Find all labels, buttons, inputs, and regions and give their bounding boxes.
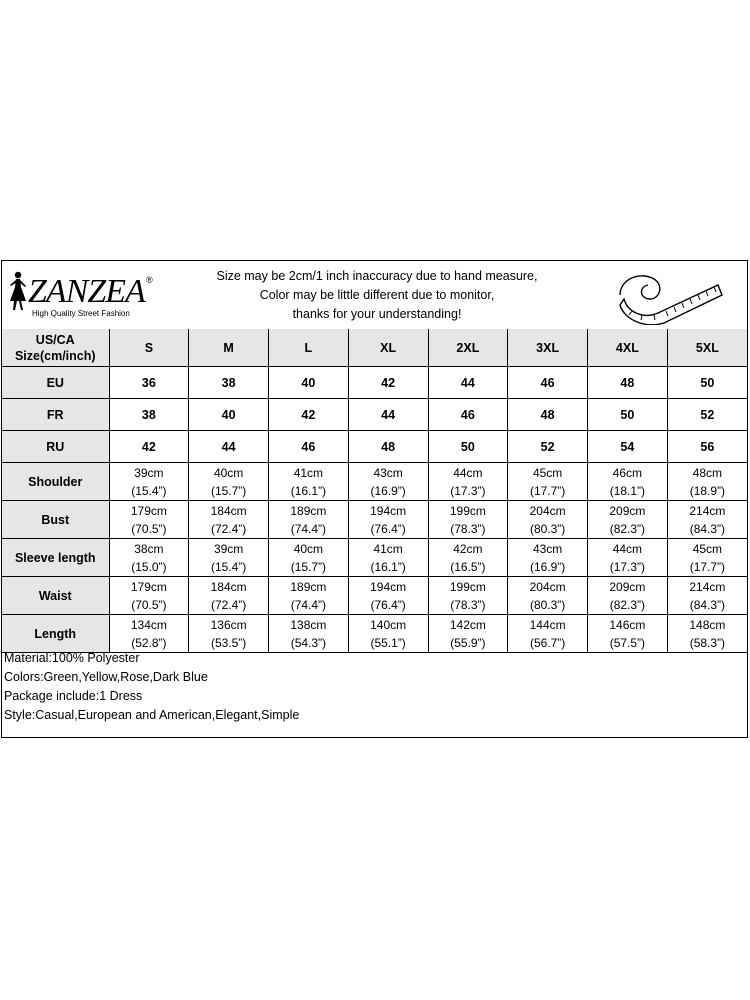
cm-value: 209cm — [609, 579, 646, 594]
measurement-cell — [269, 615, 349, 653]
brand-tagline: High Quality Street Fashion — [32, 309, 130, 318]
inch-value: (15.0”) — [131, 559, 167, 574]
material-text: Material:100% Polyester — [4, 651, 140, 665]
row-label: Shoulder — [2, 463, 109, 501]
cm-value: 43cm — [532, 541, 563, 556]
size-value-cell: 46 — [428, 399, 508, 431]
inch-value: (16.1”) — [290, 483, 327, 498]
cm-value: 214cm — [689, 579, 726, 594]
row-label: Sleeve length — [2, 539, 109, 577]
cm-value: 184cm — [210, 503, 247, 518]
cm-value: 199cm — [449, 503, 486, 518]
cm-value: 40cm — [293, 541, 324, 556]
size-value-cell: 48 — [588, 367, 668, 399]
measurement-cell — [348, 501, 428, 539]
notice-line-3: thanks for your understanding! — [292, 307, 462, 321]
inch-value: (16.5”) — [450, 559, 486, 574]
size-header: 2XL — [428, 329, 508, 367]
size-value-cell: 42 — [348, 367, 428, 399]
measurement-cell — [109, 463, 189, 501]
inch-value: (16.9”) — [370, 483, 406, 498]
cm-value: 134cm — [130, 617, 167, 632]
cm-value: 138cm — [290, 617, 327, 632]
inch-value: (84.3”) — [689, 521, 726, 536]
measurement-cell — [508, 615, 588, 653]
corner-line-1: US/CA — [35, 332, 75, 347]
inch-value: (17.7”) — [529, 483, 566, 498]
corner-line-2: Size(cm/inch) — [14, 348, 96, 363]
inch-value: (55.1”) — [370, 635, 406, 650]
inch-value: (78.3”) — [450, 597, 486, 612]
measurement-cell — [348, 463, 428, 501]
size-header: S — [109, 329, 189, 367]
measurement-cell — [667, 463, 747, 501]
row-label: Length — [2, 615, 109, 653]
inch-value: (52.8”) — [131, 635, 167, 650]
cm-value: 46cm — [612, 465, 643, 480]
inch-value: (80.3”) — [529, 597, 566, 612]
size-header-row — [2, 329, 747, 367]
inch-value: (15.4”) — [131, 483, 167, 498]
cm-value: 136cm — [210, 617, 247, 632]
measurement-cell — [508, 501, 588, 539]
product-details — [4, 649, 299, 725]
measurement-cell — [109, 615, 189, 653]
size-chart-sheet — [1, 260, 748, 738]
inch-value: (17.3”) — [609, 559, 646, 574]
measurement-cell — [269, 539, 349, 577]
inch-value: (53.5”) — [210, 635, 247, 650]
measuring-tape-icon — [614, 265, 726, 325]
measurement-cell — [269, 501, 349, 539]
size-conversion-row — [2, 399, 747, 431]
measurement-cell — [667, 501, 747, 539]
inch-value: (76.4”) — [370, 597, 406, 612]
inch-value: (55.9”) — [450, 635, 486, 650]
colors-text: Colors:Green,Yellow,Rose,Dark Blue — [4, 670, 208, 684]
measurement-cell — [667, 615, 747, 653]
cm-value: 38cm — [134, 541, 164, 556]
cm-value: 146cm — [609, 617, 646, 632]
inch-value: (17.3”) — [450, 483, 486, 498]
measurement-cell — [348, 539, 428, 577]
measurement-cell — [189, 539, 269, 577]
size-header: 4XL — [588, 329, 668, 367]
brand-logo — [4, 265, 164, 325]
accuracy-notice — [167, 267, 587, 324]
cm-value: 40cm — [213, 465, 244, 480]
cm-value: 39cm — [134, 465, 164, 480]
inch-value: (74.4”) — [290, 521, 327, 536]
cm-value: 184cm — [210, 579, 247, 594]
inch-value: (57.5”) — [609, 635, 646, 650]
row-label: FR — [2, 399, 109, 431]
row-label: EU — [2, 367, 109, 399]
row-label: Waist — [2, 577, 109, 615]
size-value-cell: 42 — [269, 399, 349, 431]
registered-mark: ® — [146, 275, 153, 285]
size-header: L — [269, 329, 349, 367]
size-value-cell: 56 — [667, 431, 747, 463]
size-conversion-row — [2, 431, 747, 463]
cm-value: 214cm — [689, 503, 726, 518]
inch-value: (70.5”) — [131, 597, 167, 612]
measurement-cell — [588, 577, 668, 615]
inch-value: (74.4”) — [290, 597, 327, 612]
cm-value: 179cm — [130, 503, 167, 518]
size-value-cell: 42 — [109, 431, 189, 463]
measurement-cell — [667, 577, 747, 615]
inch-value: (84.3”) — [689, 597, 726, 612]
size-value-cell: 44 — [348, 399, 428, 431]
inch-value: (54.3”) — [290, 635, 327, 650]
inch-value: (82.3”) — [609, 597, 646, 612]
measurement-cell — [588, 463, 668, 501]
size-value-cell: 46 — [508, 367, 588, 399]
inch-value: (80.3”) — [529, 521, 566, 536]
cm-value: 142cm — [449, 617, 486, 632]
size-value-cell: 40 — [189, 399, 269, 431]
cm-value: 44cm — [453, 465, 483, 480]
measurement-rows — [2, 463, 747, 653]
notice-line-1: Size may be 2cm/1 inch inaccuracy due to hand measure, — [216, 269, 538, 283]
size-value-cell: 38 — [109, 399, 189, 431]
row-label: RU — [2, 431, 109, 463]
size-value-cell: 50 — [588, 399, 668, 431]
cm-value: 140cm — [370, 617, 407, 632]
measurement-row — [2, 577, 747, 615]
size-value-cell: 52 — [508, 431, 588, 463]
measurement-cell — [189, 501, 269, 539]
inch-value: (82.3”) — [609, 521, 646, 536]
size-value-cell: 50 — [428, 431, 508, 463]
size-header: XL — [348, 329, 428, 367]
size-value-cell: 46 — [269, 431, 349, 463]
size-table — [2, 329, 747, 653]
package-text: Package include:1 Dress — [4, 689, 143, 703]
row-label: Bust — [2, 501, 109, 539]
cm-value: 41cm — [293, 465, 324, 480]
inch-value: (18.1”) — [609, 483, 646, 498]
size-conversion-row — [2, 367, 747, 399]
size-value-cell: 40 — [269, 367, 349, 399]
inch-value: (72.4”) — [210, 521, 247, 536]
measurement-cell — [189, 463, 269, 501]
measurement-cell — [667, 539, 747, 577]
size-header: 5XL — [667, 329, 747, 367]
measurement-cell — [588, 501, 668, 539]
cm-value: 148cm — [689, 617, 726, 632]
inch-value: (76.4”) — [370, 521, 406, 536]
measurement-row — [2, 615, 747, 653]
inch-value: (56.7”) — [529, 635, 566, 650]
inch-value: (70.5”) — [131, 521, 167, 536]
brand-name: ZANZEA — [28, 273, 145, 310]
measurement-cell — [428, 615, 508, 653]
cm-value: 39cm — [213, 541, 244, 556]
measurement-cell — [508, 539, 588, 577]
corner-header — [2, 329, 109, 367]
cm-value: 204cm — [529, 503, 566, 518]
cm-value: 48cm — [692, 465, 723, 480]
cm-value: 194cm — [370, 503, 407, 518]
measurement-cell — [588, 615, 668, 653]
inch-value: (58.3”) — [689, 635, 726, 650]
cm-value: 43cm — [373, 465, 403, 480]
measurement-cell — [508, 577, 588, 615]
measurement-row — [2, 501, 747, 539]
measurement-cell — [508, 463, 588, 501]
measurement-cell — [269, 577, 349, 615]
inch-value: (78.3”) — [450, 521, 486, 536]
chart-header — [2, 261, 747, 330]
style-text: Style:Casual,European and American,Elegant,Simple — [4, 708, 300, 722]
measurement-cell — [428, 577, 508, 615]
inch-value: (15.7”) — [290, 559, 327, 574]
size-value-cell: 48 — [508, 399, 588, 431]
inch-value: (16.9”) — [529, 559, 566, 574]
size-value-cell: 36 — [109, 367, 189, 399]
conversion-rows — [2, 367, 747, 463]
cm-value: 45cm — [532, 465, 563, 480]
cm-value: 42cm — [453, 541, 483, 556]
measurement-cell — [269, 463, 349, 501]
cm-value: 189cm — [290, 503, 327, 518]
cm-value: 189cm — [290, 579, 327, 594]
inch-value: (15.7”) — [210, 483, 247, 498]
size-header: M — [189, 329, 269, 367]
measurement-cell — [189, 615, 269, 653]
measurement-cell — [428, 463, 508, 501]
cm-value: 179cm — [130, 579, 167, 594]
cm-value: 45cm — [692, 541, 723, 556]
size-header: 3XL — [508, 329, 588, 367]
inch-value: (18.9”) — [689, 483, 726, 498]
measurement-cell — [588, 539, 668, 577]
measurement-cell — [348, 615, 428, 653]
measurement-cell — [428, 539, 508, 577]
inch-value: (17.7”) — [689, 559, 726, 574]
cm-value: 41cm — [373, 541, 403, 556]
measurement-cell — [109, 501, 189, 539]
size-value-cell: 48 — [348, 431, 428, 463]
size-value-cell: 50 — [667, 367, 747, 399]
cm-value: 44cm — [612, 541, 643, 556]
measurement-cell — [428, 501, 508, 539]
inch-value: (16.1”) — [370, 559, 406, 574]
measurement-row — [2, 463, 747, 501]
measurement-cell — [189, 577, 269, 615]
cm-value: 199cm — [449, 579, 486, 594]
cm-value: 144cm — [529, 617, 566, 632]
measurement-cell — [109, 577, 189, 615]
measurement-cell — [109, 539, 189, 577]
measurement-row — [2, 539, 747, 577]
woman-silhouette-icon — [6, 271, 28, 311]
size-value-cell: 44 — [428, 367, 508, 399]
notice-line-2: Color may be little different due to monitor, — [259, 288, 495, 302]
inch-value: (15.4”) — [210, 559, 247, 574]
size-value-cell: 44 — [189, 431, 269, 463]
cm-value: 194cm — [370, 579, 407, 594]
cm-value: 204cm — [529, 579, 566, 594]
size-value-cell: 38 — [189, 367, 269, 399]
inch-value: (72.4”) — [210, 597, 247, 612]
measurement-cell — [348, 577, 428, 615]
cm-value: 209cm — [609, 503, 646, 518]
size-value-cell: 54 — [588, 431, 668, 463]
size-value-cell: 52 — [667, 399, 747, 431]
